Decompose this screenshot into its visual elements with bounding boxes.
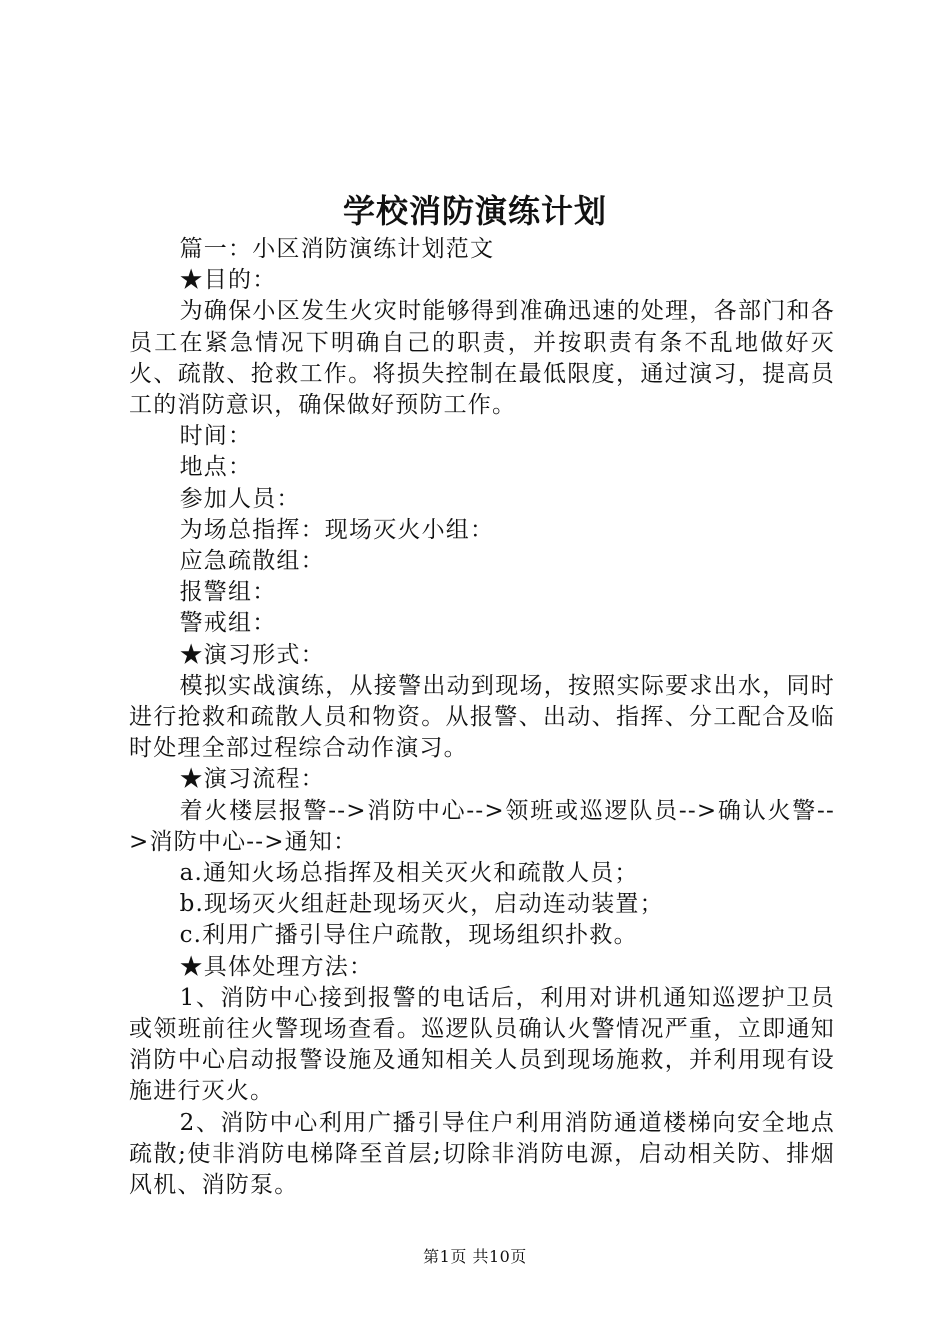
- paragraph-drill-form-text: 模拟实战演练，从接警出动到现场，按照实际要求出水，同时进行抢救和疏散人员和物资。从报警、出动、指挥、分工配合及临时处理全部过程综合动作演习。: [129, 672, 835, 762]
- paragraph-step-a: a.通知火场总指挥及相关灭火和疏散人员；: [179, 860, 639, 887]
- paragraph-location: 地点：: [179, 454, 253, 481]
- paragraph-step-c: c.利用广播引导住户疏散，现场组织扑救。: [179, 922, 638, 949]
- paragraph-section-heading: 篇一：小区消防演练计划范文: [179, 236, 495, 262]
- paragraph-guard-group: 警戒组：: [179, 610, 277, 637]
- paragraph-evacuation-group: 应急疏散组：: [179, 548, 325, 575]
- paragraph-drill-process-text: 着火楼层报警-->消防中心-->领班或巡逻队员-->确认火警-->消防中心-->通知：: [129, 797, 835, 855]
- paragraph-purpose-text: 为确保小区发生火灾时能够得到准确迅速的处理，各部门和各员工在紧急情况下明确自己的职责，并按职责有条不乱地做好灭火、疏散、抢救工作。将损失控制在最低限度，通过演习，提高员工的消防意识，确保做好预防工作。: [129, 298, 835, 419]
- paragraph-commander: 为场总指挥：现场灭火小组：: [179, 516, 495, 543]
- page-footer: 第1页 共10页: [423, 1247, 527, 1266]
- document-title: 学校消防演练计划: [342, 192, 607, 230]
- paragraph-participants: 参加人员：: [179, 485, 301, 512]
- paragraph-time: 时间：: [179, 423, 253, 450]
- paragraph-method-1: 1、消防中心接到报警的电话后，利用对讲机通知巡逻护卫员或领班前往火警现场查看。巡逻队员确认火警情况严重，立即通知消防中心启动报警设施及通知相关人员到现场施救，并利用现有设施进行灭火。: [129, 984, 835, 1105]
- paragraph-purpose-heading: ★目的：: [179, 267, 277, 294]
- paragraph-drill-form-heading: ★演习形式：: [179, 641, 325, 668]
- paragraph-alarm-group: 报警组：: [179, 579, 277, 606]
- paragraph-step-b: b.现场灭火组赶赴现场灭火，启动连动装置；: [179, 891, 664, 918]
- paragraph-method-2: 2、消防中心利用广播引导住户利用消防通道楼梯向安全地点疏散;使非消防电梯降至首层;切除非消防电源，启动相关防、排烟风机、消防泵。: [129, 1109, 835, 1199]
- document-body: [129, 234, 835, 1201]
- paragraph-drill-process-heading: ★演习流程：: [179, 766, 325, 793]
- paragraph-method-heading: ★具体处理方法：: [179, 953, 374, 980]
